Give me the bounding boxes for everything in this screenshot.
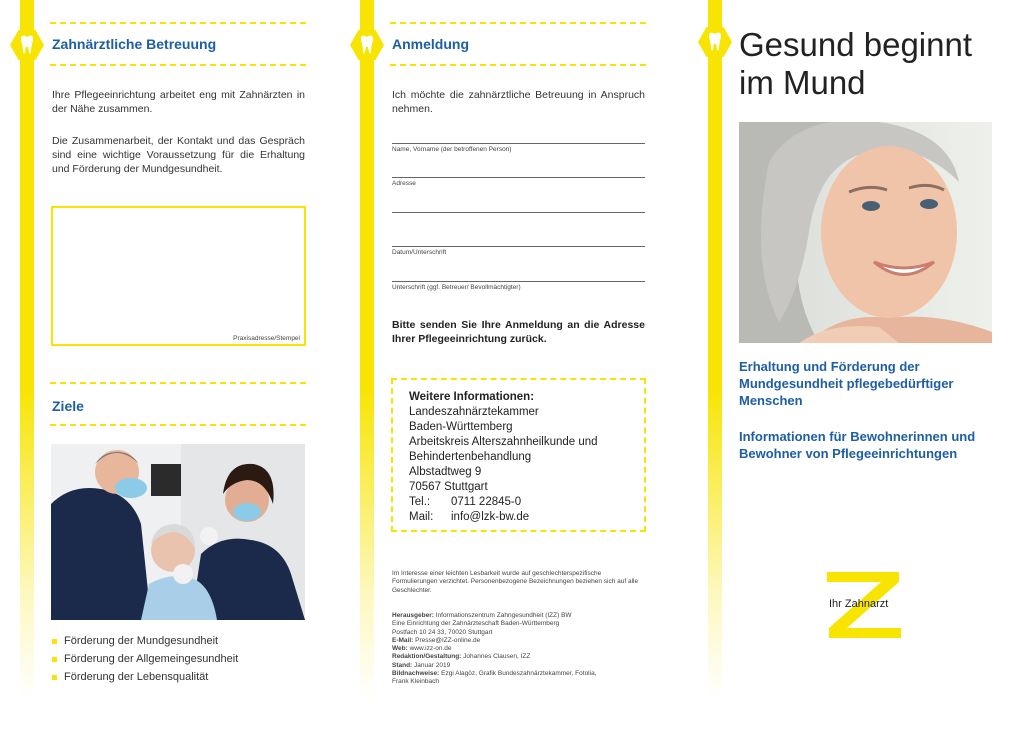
panel-cover: [684, 0, 1024, 729]
form-line: [392, 177, 645, 178]
subtitle-1: Erhaltung und Förderung der Mundgesundheit pflegebedürftiger Menschen: [739, 359, 954, 408]
field-label: Datum/Unterschrift: [392, 249, 447, 256]
form-line: [392, 212, 645, 213]
yellow-stripe: [20, 0, 34, 700]
info-line: Arbeitskreis Alterszahnheilkunde und: [409, 436, 598, 448]
ihr-zahnarzt-logo: Ihr Zahnarzt: [827, 572, 903, 638]
field-label: Adresse: [392, 180, 416, 187]
dashed-divider: [390, 64, 646, 66]
dashed-divider: [50, 64, 306, 66]
panel-anmeldung: [340, 0, 684, 729]
field-label: Unterschrift (ggf. Betreuer/ Bevollmächtigter): [392, 284, 521, 291]
list-item: Förderung der Lebensqualität: [52, 668, 238, 686]
info-title: Weitere Informationen:: [409, 391, 535, 403]
info-line: 70567 Stuttgart: [409, 481, 488, 493]
dashed-divider: [50, 382, 306, 384]
tooth-icon: [350, 30, 384, 60]
stamp-label: Praxisadresse/Stempel: [233, 335, 300, 342]
info-line: Baden-Württemberg: [409, 421, 513, 433]
form-line: [392, 246, 645, 247]
list-item: Förderung der Mundgesundheit: [52, 632, 238, 650]
send-note: Bitte senden Sie Ihre Anmeldung an die Adresse Ihrer Pflegeeinrichtung zurück.: [392, 319, 645, 345]
dashed-divider: [50, 424, 306, 426]
stamp-box: [51, 206, 306, 346]
list-item: Förderung der Allgemeingesundheit: [52, 650, 238, 668]
dentist-photo: [51, 444, 305, 620]
field-label: Name, Vorname (der betroffenen Person): [392, 146, 512, 153]
tooth-icon: [10, 30, 44, 60]
paragraph: Die Zusammenarbeit, der Kontakt und das Gespräch sind eine wichtige Voraussetzung für die Erhaltung und Förderung der Mundgesundheit.: [52, 135, 305, 175]
cover-title: Gesund beginnt im Mund: [739, 26, 973, 101]
section-heading: Zahnärztliche Betreuung: [52, 36, 217, 52]
goals-list: [52, 632, 238, 686]
info-box: [391, 378, 646, 532]
info-line: Albstadtweg 9: [409, 466, 482, 478]
intro-text: Ich möchte die zahnärztliche Betreuung in Anspruch nehmen.: [392, 89, 645, 115]
form-line: [392, 281, 645, 282]
paragraph: Ihre Pflegeeinrichtung arbeitet eng mit Zahnärzten in der Nähe zusammen.: [52, 89, 305, 115]
yellow-stripe: [360, 0, 374, 700]
section-heading: Anmeldung: [392, 36, 469, 52]
subtitle-2: Informationen für Bewohnerinnen und Bewohner von Pflegeeinrichtungen: [739, 429, 976, 461]
form-line: [392, 143, 645, 144]
dashed-divider: [390, 22, 646, 24]
tooth-icon: [698, 27, 732, 57]
mail-row: Mail: info@lzk-bw.de: [409, 511, 530, 523]
info-line: Landeszahnärztekammer: [409, 406, 539, 418]
info-line: Behindertenbehandlung: [409, 451, 532, 463]
dashed-divider: [50, 22, 306, 24]
senior-woman-photo: [739, 122, 992, 343]
goals-heading: Ziele: [52, 398, 84, 414]
yellow-stripe: [708, 0, 722, 700]
tel-row: Tel.: 0711 22845-0: [409, 496, 522, 508]
footnote: Im Interesse einer leichten Lesbarkeit wurde auf geschlechterspezifische Formulierungen verzichtet. Personenbezogene Bezeichnungen beziehen sich auf alle Geschlechter.: [392, 570, 639, 594]
panel-zahnaerztliche-betreuung: [0, 0, 340, 729]
imprint: Herausgeber: Informationszentrum Zahngesundheit (IZZ) BW Eine Einrichtung der Zahnärzteschaft Baden-Württemberg Postfach 10 24 33, 70020 Stuttgart E-Mail: Presse@IZZ-online.de Web: www.izz-on.de Redaktion/Gestaltung: Johannes Clausen, IZZ Stand: Januar 2019 Bildnachweise: Ezgi Alagöz, Grafik Bundeszahnärztekammer, Fotolia, Frank Kleinbach: [392, 612, 597, 686]
